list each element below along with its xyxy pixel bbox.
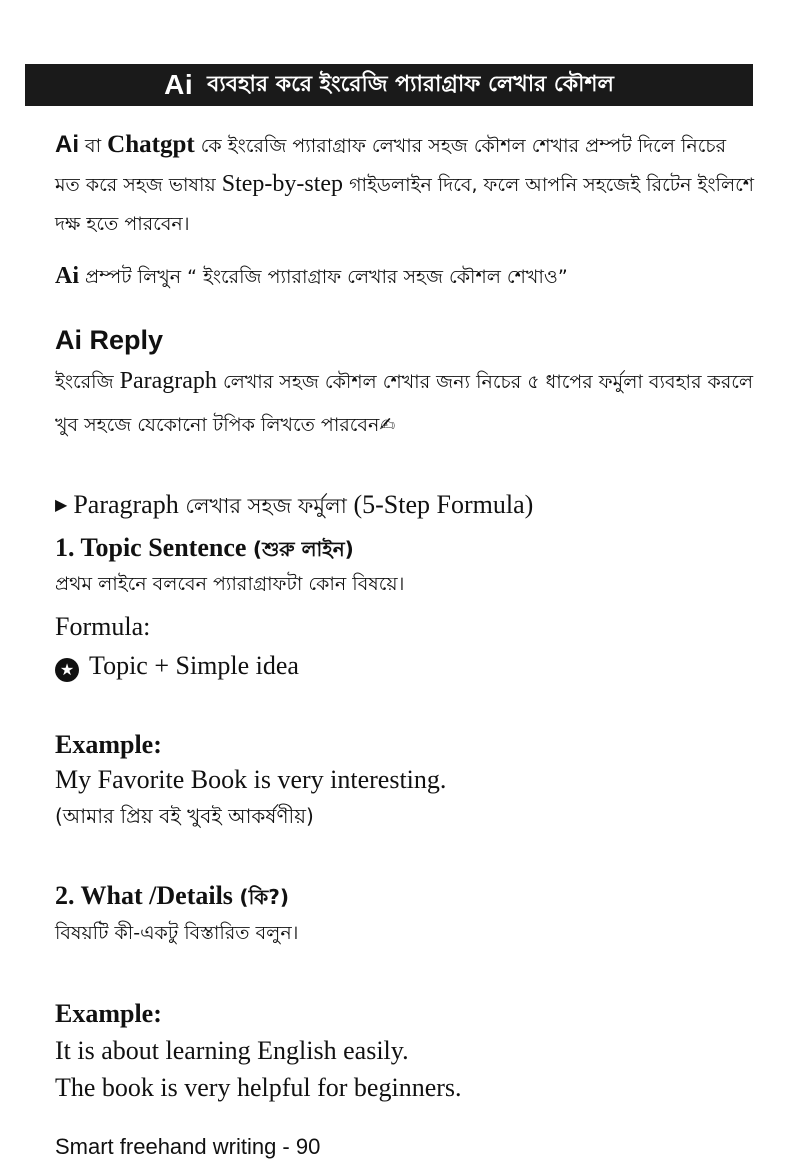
step1-title: 1. Topic Sentence xyxy=(55,533,253,562)
reply-body xyxy=(55,360,755,447)
intro-text1: কে ইংরেজি প্যারাগ্রাফ লেখার সহজ কৌশল শেখার প্রম্পট দিলে নিচের মত করে সহজ ভাষায় xyxy=(55,135,727,196)
step1-description xyxy=(55,568,755,601)
step1-heading xyxy=(55,531,755,566)
step2-heading xyxy=(55,879,755,914)
step2-description xyxy=(55,917,755,950)
reply-text1: ইংরেজি xyxy=(55,371,120,393)
title-text: ব্যবহার করে ইংরেজি প্যারাগ্রাফ লেখার কৌশল xyxy=(207,71,614,97)
title-bar xyxy=(25,64,753,106)
step2-title-bn: (কি?) xyxy=(239,885,290,909)
formula-heading-en2: (5-Step Formula) xyxy=(353,490,534,519)
prompt-line xyxy=(55,258,755,295)
prompt-ai: Ai xyxy=(55,263,79,289)
intro-word1: বা xyxy=(79,135,108,157)
formula-heading-en1: Paragraph xyxy=(73,490,179,519)
formula-label xyxy=(55,609,755,648)
intro-step: Step-by-step xyxy=(221,171,344,197)
formula-item-text: Topic + Simple idea xyxy=(89,651,299,680)
reply-paragraph: Paragraph xyxy=(119,368,217,394)
step1-example-en: My Favorite Book is very interesting. xyxy=(55,765,447,794)
formula-item xyxy=(55,648,755,687)
step1-example-bn-text: (আমার প্রিয় বই খুবই আকর্ষণীয়) xyxy=(55,804,314,828)
step1-example-bn xyxy=(55,800,755,834)
page-footer: Smart freehand writing - 90 xyxy=(55,1134,321,1159)
reply-text2: লেখার সহজ কৌশল শেখার জন্য নিচের ৫ ধাপের ফর্মুলা ব্যবহার করলে খুব সহজে যেকোনো টপিক লিখতে পারবেন✍ xyxy=(55,371,754,436)
title-ai: Ai xyxy=(164,69,194,100)
step2-example-line1: It is about learning English easily. xyxy=(55,1036,409,1065)
formula-heading xyxy=(55,487,755,526)
step1-example-label: Example: xyxy=(55,730,162,759)
step2-example-label: Example: xyxy=(55,999,162,1028)
intro-text2: গাইডলাইন দিবে, ফলে আপনি সহজেই রিটেন ইংলিশে দক্ষ হতে পারবেন। xyxy=(55,174,755,235)
step1-desc-text: প্রথম লাইনে বলবেন প্যারাগ্রাফটা কোন বিষয়ে। xyxy=(55,573,405,595)
step2-title: 2. What /Details xyxy=(55,881,240,910)
play-arrow-icon: ▶ xyxy=(55,495,68,514)
intro-paragraph xyxy=(55,126,755,243)
intro-chatgpt: Chatgpt xyxy=(107,131,195,158)
prompt-text: প্রম্পট লিখুন “ ইংরেজি প্যারাগ্রাফ লেখার সহজ কৌশল শেখাও” xyxy=(79,266,568,288)
intro-ai: Ai xyxy=(55,131,79,158)
star-icon: ★ xyxy=(55,658,79,682)
formula-label-text: Formula: xyxy=(55,612,151,641)
step2-example-line2: The book is very helpful for beginners. xyxy=(55,1073,462,1102)
formula-heading-bn: লেখার সহজ ফর্মুলা xyxy=(178,494,354,518)
step1-title-bn: (শুরু লাইন) xyxy=(252,537,354,561)
step2-desc-text: বিষয়টি কী-একটু বিস্তারিত বলুন। xyxy=(55,922,299,944)
reply-heading: Ai Reply xyxy=(55,325,164,355)
